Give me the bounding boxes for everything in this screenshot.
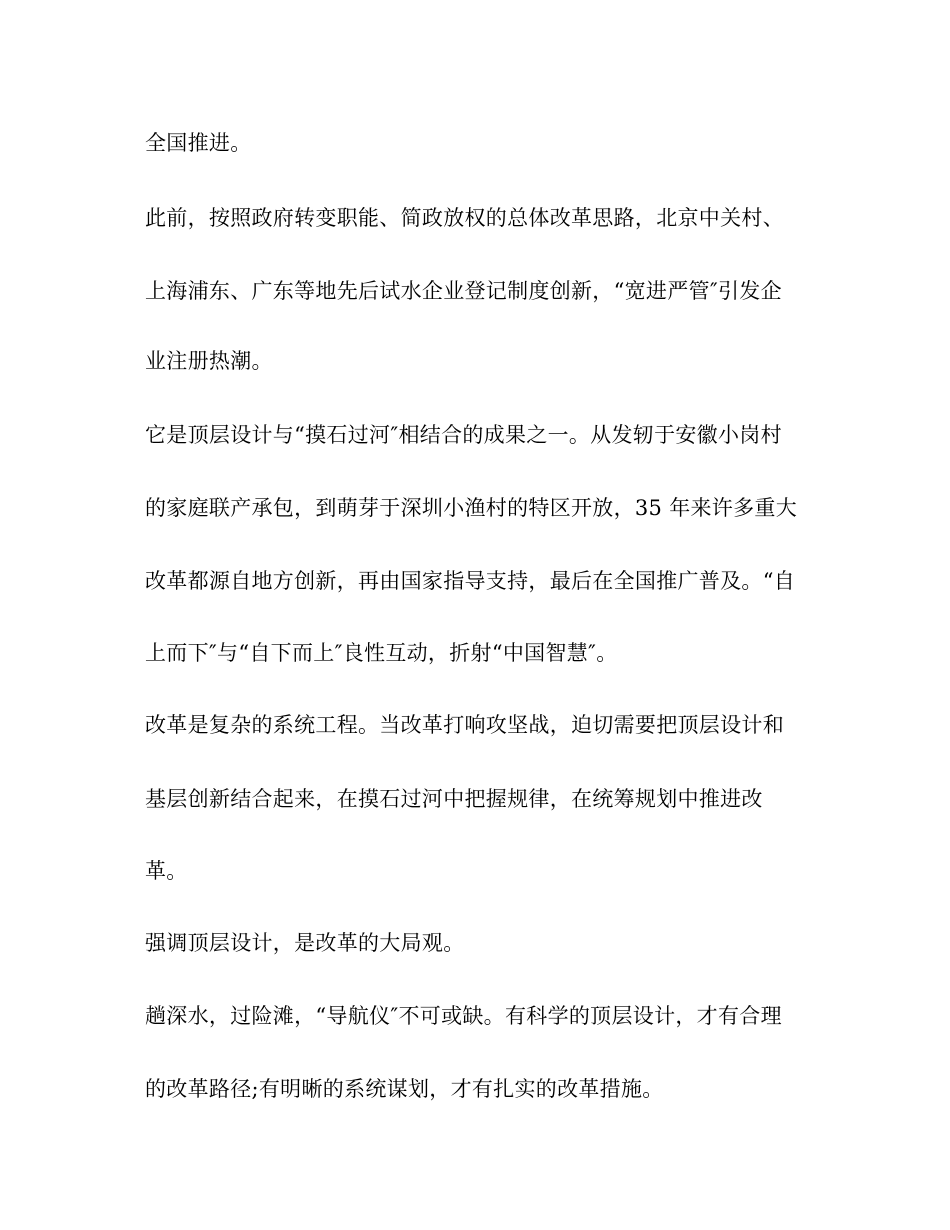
text-line: 基层创新结合起来，在摸石过河中把握规律，在统筹规划中推进改	[145, 787, 763, 811]
text-line: 趟深水，过险滩，“导航仪″不可或缺。有科学的顶层设计，才有合理	[145, 1004, 782, 1028]
text-line: 它是顶层设计与“摸石过河″相结合的成果之一。从发轫于安徽小岗村	[145, 423, 782, 447]
text-line: 业注册热潮。	[145, 349, 273, 373]
text-line: 改革是复杂的系统工程。当改革打响攻坚战，迫切需要把顶层设计和	[145, 713, 784, 737]
text-line: 此前，按照政府转变职能、简政放权的总体改革思路，北京中关村、	[145, 206, 784, 230]
text-line: 全国推进。	[145, 131, 252, 155]
text-line: 改革都源自地方创新，再由国家指导支持，最后在全国推广普及。“自	[145, 569, 796, 593]
text-line: 强调顶层设计，是改革的大局观。	[145, 931, 465, 955]
text-line: 的家庭联产承包，到萌芽于深圳小渔村的特区开放，35 年来许多重大	[145, 496, 797, 520]
text-line: 革。	[145, 859, 188, 883]
text-line: 上海浦东、广东等地先后试水企业登记制度创新，“宽进严管″引发企	[145, 279, 782, 303]
text-line: 的改革路径;有明晰的系统谋划，才有扎实的改革措施。	[145, 1077, 664, 1101]
text-line: 上而下″与“自下而上″良性互动，折射“中国智慧″。	[145, 641, 618, 665]
